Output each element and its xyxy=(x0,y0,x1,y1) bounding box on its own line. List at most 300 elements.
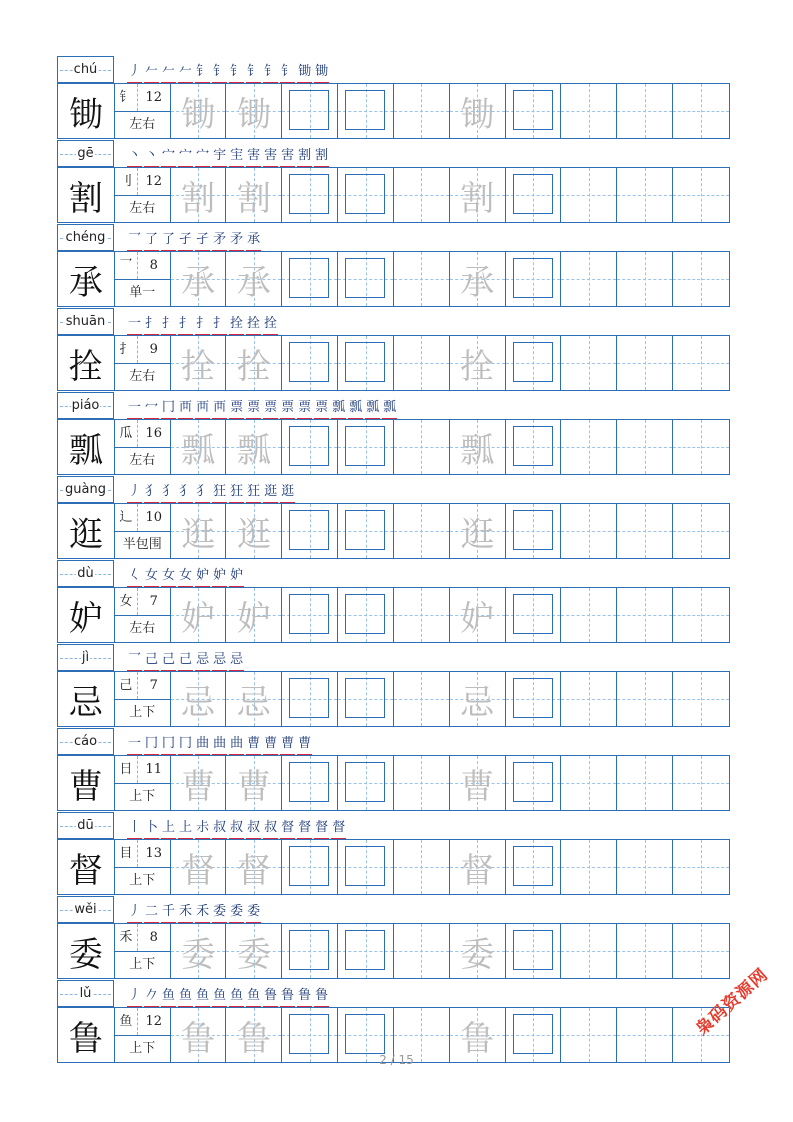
character-entry xyxy=(57,728,730,812)
stroke-step: 上 xyxy=(178,818,193,839)
practice-cell[interactable] xyxy=(673,84,729,138)
writing-box[interactable] xyxy=(345,174,385,214)
stroke-step: 禾 xyxy=(195,902,210,923)
practice-cell[interactable] xyxy=(673,420,729,474)
writing-box[interactable] xyxy=(345,90,385,130)
structure-type: 半包围 xyxy=(122,537,162,552)
character-entry xyxy=(57,560,730,644)
stroke-step: 鱼 xyxy=(229,986,244,1007)
character-info xyxy=(115,840,171,894)
practice-cell[interactable] xyxy=(673,168,729,222)
main-character: 逛 xyxy=(58,504,115,558)
practice-cell[interactable] xyxy=(673,252,729,306)
practice-cell xyxy=(226,840,282,894)
writing-box[interactable] xyxy=(289,594,329,634)
pinyin-row xyxy=(57,476,730,503)
trace-character: 承 xyxy=(236,262,271,303)
practice-cell[interactable] xyxy=(561,756,617,810)
stroke-order xyxy=(127,644,244,671)
practice-cell xyxy=(226,168,282,222)
main-character: 拴 xyxy=(58,336,115,390)
stroke-step: 督 xyxy=(280,818,295,839)
trace-character: 承 xyxy=(181,262,216,303)
pinyin-box xyxy=(57,644,114,671)
worksheet xyxy=(57,56,730,1064)
practice-cell xyxy=(450,756,506,810)
radical: 钅 xyxy=(115,84,138,111)
writing-box[interactable] xyxy=(345,1014,385,1054)
practice-cell[interactable] xyxy=(282,588,338,642)
character-info xyxy=(115,756,171,810)
stroke-step: 女 xyxy=(161,566,176,587)
structure-type: 单一 xyxy=(129,285,156,300)
stroke-step: 委 xyxy=(229,902,244,923)
stroke-step: 𠂊 xyxy=(144,986,159,1007)
stroke-step: 𠂉 xyxy=(144,62,159,83)
practice-cell[interactable] xyxy=(617,252,673,306)
stroke-step: 鱼 xyxy=(161,986,176,1007)
writing-box[interactable] xyxy=(289,90,329,130)
stroke-step: 扌 xyxy=(161,314,176,335)
stroke-step: 忌 xyxy=(195,650,210,671)
practice-cell xyxy=(226,420,282,474)
practice-cell xyxy=(450,672,506,726)
practice-cell[interactable] xyxy=(561,84,617,138)
stroke-step: 冂 xyxy=(144,734,159,755)
practice-cell[interactable] xyxy=(394,420,450,474)
practice-row xyxy=(57,167,730,223)
writing-box[interactable] xyxy=(513,342,553,382)
stroke-count: 12 xyxy=(145,1014,163,1029)
trace-character: 瓢 xyxy=(460,430,495,471)
stroke-step: 票 xyxy=(229,398,244,419)
practice-cell xyxy=(171,924,227,978)
writing-box[interactable] xyxy=(345,846,385,886)
stroke-step: 瓢 xyxy=(331,398,346,419)
writing-box[interactable] xyxy=(513,426,553,466)
stroke-step: 狂 xyxy=(212,482,227,503)
pinyin-text: shuān xyxy=(65,314,106,329)
character-entry xyxy=(57,812,730,896)
stroke-step: 曹 xyxy=(246,734,261,755)
practice-cell xyxy=(450,168,506,222)
trace-character: 锄 xyxy=(460,94,495,135)
practice-cell[interactable] xyxy=(338,504,394,558)
writing-box[interactable] xyxy=(345,426,385,466)
practice-cell[interactable] xyxy=(338,924,394,978)
stroke-step: 犭 xyxy=(195,482,210,503)
practice-row xyxy=(57,587,730,643)
trace-character: 委 xyxy=(460,934,495,975)
practice-row xyxy=(57,671,730,727)
stroke-count: 10 xyxy=(145,510,163,525)
practice-cell[interactable] xyxy=(282,840,338,894)
trace-character: 督 xyxy=(236,850,271,891)
practice-cell xyxy=(226,924,282,978)
stroke-order xyxy=(127,224,261,251)
stroke-order xyxy=(127,728,312,755)
practice-cell xyxy=(226,756,282,810)
pinyin-box xyxy=(57,308,114,335)
stroke-count: 9 xyxy=(149,342,158,357)
practice-cell xyxy=(226,504,282,558)
radical: 日 xyxy=(115,756,138,783)
stroke-step: 一 xyxy=(127,314,142,335)
stroke-step: 票 xyxy=(263,398,278,419)
practice-cell xyxy=(171,588,227,642)
writing-box[interactable] xyxy=(513,762,553,802)
practice-row xyxy=(57,755,730,811)
main-character: 忌 xyxy=(58,672,115,726)
practice-cell[interactable] xyxy=(394,588,450,642)
pinyin-row xyxy=(57,728,730,755)
practice-cell[interactable] xyxy=(282,420,338,474)
character-entry xyxy=(57,224,730,308)
page-number: 2 / 15 xyxy=(379,1053,414,1067)
practice-cell[interactable] xyxy=(394,336,450,390)
writing-box[interactable] xyxy=(513,594,553,634)
main-character: 委 xyxy=(58,924,115,978)
structure-type: 左右 xyxy=(129,117,156,132)
practice-cell[interactable] xyxy=(506,756,562,810)
stroke-step: 𠂉 xyxy=(178,62,193,83)
stroke-step: 丨 xyxy=(127,818,142,839)
practice-cell[interactable] xyxy=(282,756,338,810)
trace-character: 鲁 xyxy=(181,1018,216,1059)
stroke-step: 锄 xyxy=(314,62,329,83)
practice-cell[interactable] xyxy=(561,252,617,306)
writing-box[interactable] xyxy=(289,846,329,886)
practice-cell[interactable] xyxy=(394,504,450,558)
trace-character: 锄 xyxy=(181,94,216,135)
practice-cell[interactable] xyxy=(282,672,338,726)
practice-cell[interactable] xyxy=(506,840,562,894)
character-info xyxy=(115,924,171,978)
stroke-step: 丿 xyxy=(127,62,142,83)
practice-cell[interactable] xyxy=(617,756,673,810)
stroke-count: 7 xyxy=(149,678,158,693)
practice-cell xyxy=(226,84,282,138)
main-character: 瓢 xyxy=(58,420,115,474)
practice-cell[interactable] xyxy=(282,252,338,306)
practice-cell[interactable] xyxy=(282,84,338,138)
radical: 扌 xyxy=(115,336,138,363)
writing-box[interactable] xyxy=(513,90,553,130)
stroke-step: 矛 xyxy=(229,230,244,251)
practice-cell xyxy=(450,84,506,138)
stroke-step: 矛 xyxy=(212,230,227,251)
stroke-step: 丶 xyxy=(144,146,159,167)
stroke-order xyxy=(127,812,346,839)
character-entry xyxy=(57,56,730,140)
trace-character: 割 xyxy=(460,178,495,219)
trace-character: 拴 xyxy=(236,346,271,387)
practice-cell[interactable] xyxy=(561,840,617,894)
writing-box[interactable] xyxy=(513,846,553,886)
practice-row xyxy=(57,251,730,307)
practice-cell[interactable] xyxy=(338,84,394,138)
stroke-step: 害 xyxy=(246,146,261,167)
structure-type: 上下 xyxy=(129,789,156,804)
pinyin-row xyxy=(57,308,730,335)
practice-cell[interactable] xyxy=(338,252,394,306)
stroke-step: 承 xyxy=(246,230,261,251)
writing-box[interactable] xyxy=(513,930,553,970)
trace-character: 妒 xyxy=(460,598,495,639)
stroke-step: 扌 xyxy=(178,314,193,335)
stroke-order xyxy=(127,560,244,587)
practice-cell xyxy=(226,336,282,390)
trace-character: 曹 xyxy=(236,766,271,807)
practice-cell[interactable] xyxy=(506,924,562,978)
practice-cell[interactable] xyxy=(506,588,562,642)
writing-box[interactable] xyxy=(345,762,385,802)
practice-cell[interactable] xyxy=(561,504,617,558)
writing-box[interactable] xyxy=(513,1014,553,1054)
writing-box[interactable] xyxy=(289,258,329,298)
radical: 己 xyxy=(115,672,138,699)
stroke-step: 票 xyxy=(297,398,312,419)
writing-box[interactable] xyxy=(513,174,553,214)
practice-cell[interactable] xyxy=(673,672,729,726)
main-character: 锄 xyxy=(58,84,115,138)
trace-character: 逛 xyxy=(181,514,216,555)
stroke-step: 上 xyxy=(161,818,176,839)
character-entry xyxy=(57,476,730,560)
practice-cell[interactable] xyxy=(506,420,562,474)
practice-cell[interactable] xyxy=(561,168,617,222)
stroke-step: 害 xyxy=(263,146,278,167)
stroke-step: 钅 xyxy=(246,62,261,83)
stroke-step: 襾 xyxy=(195,398,210,419)
stroke-step: 曹 xyxy=(297,734,312,755)
stroke-step: 宀 xyxy=(161,146,176,167)
writing-box[interactable] xyxy=(289,174,329,214)
practice-cell[interactable] xyxy=(394,84,450,138)
practice-cell[interactable] xyxy=(282,336,338,390)
pinyin-text: dù xyxy=(77,566,94,581)
writing-box[interactable] xyxy=(289,930,329,970)
practice-cell[interactable] xyxy=(394,672,450,726)
radical: 女 xyxy=(115,588,138,615)
character-entry xyxy=(57,980,730,1064)
writing-box[interactable] xyxy=(289,1014,329,1054)
practice-cell[interactable] xyxy=(394,756,450,810)
writing-box[interactable] xyxy=(513,258,553,298)
practice-cell[interactable] xyxy=(617,840,673,894)
stroke-count: 13 xyxy=(145,846,163,861)
character-info xyxy=(115,168,171,222)
stroke-step: 鱼 xyxy=(178,986,193,1007)
stroke-step: 千 xyxy=(161,902,176,923)
trace-character: 承 xyxy=(460,262,495,303)
writing-box[interactable] xyxy=(345,678,385,718)
practice-cell[interactable] xyxy=(338,168,394,222)
practice-cell[interactable] xyxy=(617,504,673,558)
stroke-step: 狂 xyxy=(246,482,261,503)
stroke-step: 宔 xyxy=(229,146,244,167)
stroke-step: 督 xyxy=(331,818,346,839)
practice-cell[interactable] xyxy=(338,756,394,810)
structure-type: 左右 xyxy=(129,201,156,216)
practice-cell[interactable] xyxy=(617,420,673,474)
practice-cell[interactable] xyxy=(673,504,729,558)
writing-box[interactable] xyxy=(345,510,385,550)
structure-type: 左右 xyxy=(129,621,156,636)
stroke-step: 叔 xyxy=(246,818,261,839)
writing-box[interactable] xyxy=(345,342,385,382)
main-character: 割 xyxy=(58,168,115,222)
writing-box[interactable] xyxy=(345,258,385,298)
stroke-step: 宇 xyxy=(212,146,227,167)
practice-cell[interactable] xyxy=(338,336,394,390)
practice-cell xyxy=(171,420,227,474)
practice-cell[interactable] xyxy=(617,672,673,726)
practice-cell[interactable] xyxy=(617,168,673,222)
stroke-step: 鲁 xyxy=(314,986,329,1007)
pinyin-box xyxy=(57,896,114,923)
stroke-step: 曲 xyxy=(212,734,227,755)
pinyin-text: chú xyxy=(73,62,98,77)
character-info xyxy=(115,588,171,642)
stroke-count: 8 xyxy=(149,930,158,945)
pinyin-row xyxy=(57,392,730,419)
writing-box[interactable] xyxy=(513,678,553,718)
stroke-step: 曲 xyxy=(229,734,244,755)
trace-character: 拴 xyxy=(460,346,495,387)
practice-cell[interactable] xyxy=(561,336,617,390)
character-info xyxy=(115,504,171,558)
radical: 乛 xyxy=(115,252,138,279)
practice-cell[interactable] xyxy=(394,924,450,978)
stroke-step: 曹 xyxy=(280,734,295,755)
stroke-step: 忌 xyxy=(212,650,227,671)
pinyin-box xyxy=(57,56,114,83)
practice-cell[interactable] xyxy=(506,672,562,726)
practice-cell[interactable] xyxy=(561,588,617,642)
practice-cell xyxy=(450,252,506,306)
practice-cell[interactable] xyxy=(338,420,394,474)
practice-cell[interactable] xyxy=(506,84,562,138)
practice-cell[interactable] xyxy=(338,840,394,894)
trace-character: 鲁 xyxy=(236,1018,271,1059)
practice-cell[interactable] xyxy=(617,588,673,642)
pinyin-box xyxy=(57,392,114,419)
stroke-step: 钅 xyxy=(212,62,227,83)
practice-cell[interactable] xyxy=(338,672,394,726)
radical: 刂 xyxy=(115,168,138,195)
trace-character: 曹 xyxy=(181,766,216,807)
stroke-step: 冂 xyxy=(161,734,176,755)
practice-cell[interactable] xyxy=(506,336,562,390)
writing-box[interactable] xyxy=(289,678,329,718)
stroke-step: 瓢 xyxy=(348,398,363,419)
stroke-step: 狂 xyxy=(229,482,244,503)
stroke-step: 冂 xyxy=(178,734,193,755)
watermark-logo: 枭码资源网 xyxy=(692,964,773,1040)
practice-cell[interactable] xyxy=(561,924,617,978)
writing-box[interactable] xyxy=(289,342,329,382)
practice-cell[interactable] xyxy=(506,168,562,222)
pinyin-text: cáo xyxy=(73,734,98,749)
pinyin-text: dū xyxy=(77,818,94,833)
stroke-step: 割 xyxy=(314,146,329,167)
writing-box[interactable] xyxy=(289,510,329,550)
trace-character: 瓢 xyxy=(236,430,271,471)
structure-type: 上下 xyxy=(129,1041,156,1056)
practice-cell[interactable] xyxy=(617,924,673,978)
practice-cell xyxy=(171,252,227,306)
practice-cell[interactable] xyxy=(394,840,450,894)
practice-cell[interactable] xyxy=(282,504,338,558)
pinyin-row xyxy=(57,560,730,587)
stroke-step: 𠂉 xyxy=(161,62,176,83)
practice-cell xyxy=(171,672,227,726)
stroke-step: 拴 xyxy=(263,314,278,335)
stroke-step: 丿 xyxy=(127,482,142,503)
trace-character: 忌 xyxy=(181,682,216,723)
pinyin-row xyxy=(57,224,730,251)
practice-cell[interactable] xyxy=(617,336,673,390)
stroke-step: 鱼 xyxy=(246,986,261,1007)
practice-cell[interactable] xyxy=(673,924,729,978)
writing-box[interactable] xyxy=(289,426,329,466)
stroke-step: 曲 xyxy=(195,734,210,755)
main-character: 督 xyxy=(58,840,115,894)
writing-box[interactable] xyxy=(345,930,385,970)
stroke-step: 委 xyxy=(246,902,261,923)
stroke-step: 钅 xyxy=(229,62,244,83)
practice-cell[interactable] xyxy=(338,588,394,642)
practice-cell[interactable] xyxy=(506,252,562,306)
stroke-count: 12 xyxy=(145,90,163,105)
practice-cell[interactable] xyxy=(673,840,729,894)
stroke-step: 委 xyxy=(212,902,227,923)
practice-cell[interactable] xyxy=(394,168,450,222)
practice-cell xyxy=(171,336,227,390)
practice-cell[interactable] xyxy=(506,504,562,558)
practice-cell[interactable] xyxy=(673,588,729,642)
stroke-step: 逛 xyxy=(280,482,295,503)
practice-cell[interactable] xyxy=(282,168,338,222)
stroke-step: 禾 xyxy=(178,902,193,923)
practice-cell[interactable] xyxy=(617,84,673,138)
stroke-step: 钅 xyxy=(263,62,278,83)
practice-cell xyxy=(450,924,506,978)
writing-box[interactable] xyxy=(513,510,553,550)
practice-cell[interactable] xyxy=(673,756,729,810)
practice-cell xyxy=(171,84,227,138)
stroke-step: 鱼 xyxy=(195,986,210,1007)
writing-box[interactable] xyxy=(289,762,329,802)
practice-cell[interactable] xyxy=(561,420,617,474)
radical: 鱼 xyxy=(115,1008,138,1035)
practice-cell[interactable] xyxy=(282,924,338,978)
character-info xyxy=(115,672,171,726)
stroke-step: 襾 xyxy=(178,398,193,419)
trace-character: 拴 xyxy=(181,346,216,387)
pinyin-box xyxy=(57,728,114,755)
stroke-count: 8 xyxy=(149,258,158,273)
writing-box[interactable] xyxy=(345,594,385,634)
practice-cell[interactable] xyxy=(673,336,729,390)
stroke-step: 瓢 xyxy=(382,398,397,419)
character-entry xyxy=(57,308,730,392)
pinyin-text: chéng xyxy=(65,230,106,245)
practice-cell[interactable] xyxy=(394,252,450,306)
practice-cell[interactable] xyxy=(561,672,617,726)
practice-cell xyxy=(450,420,506,474)
